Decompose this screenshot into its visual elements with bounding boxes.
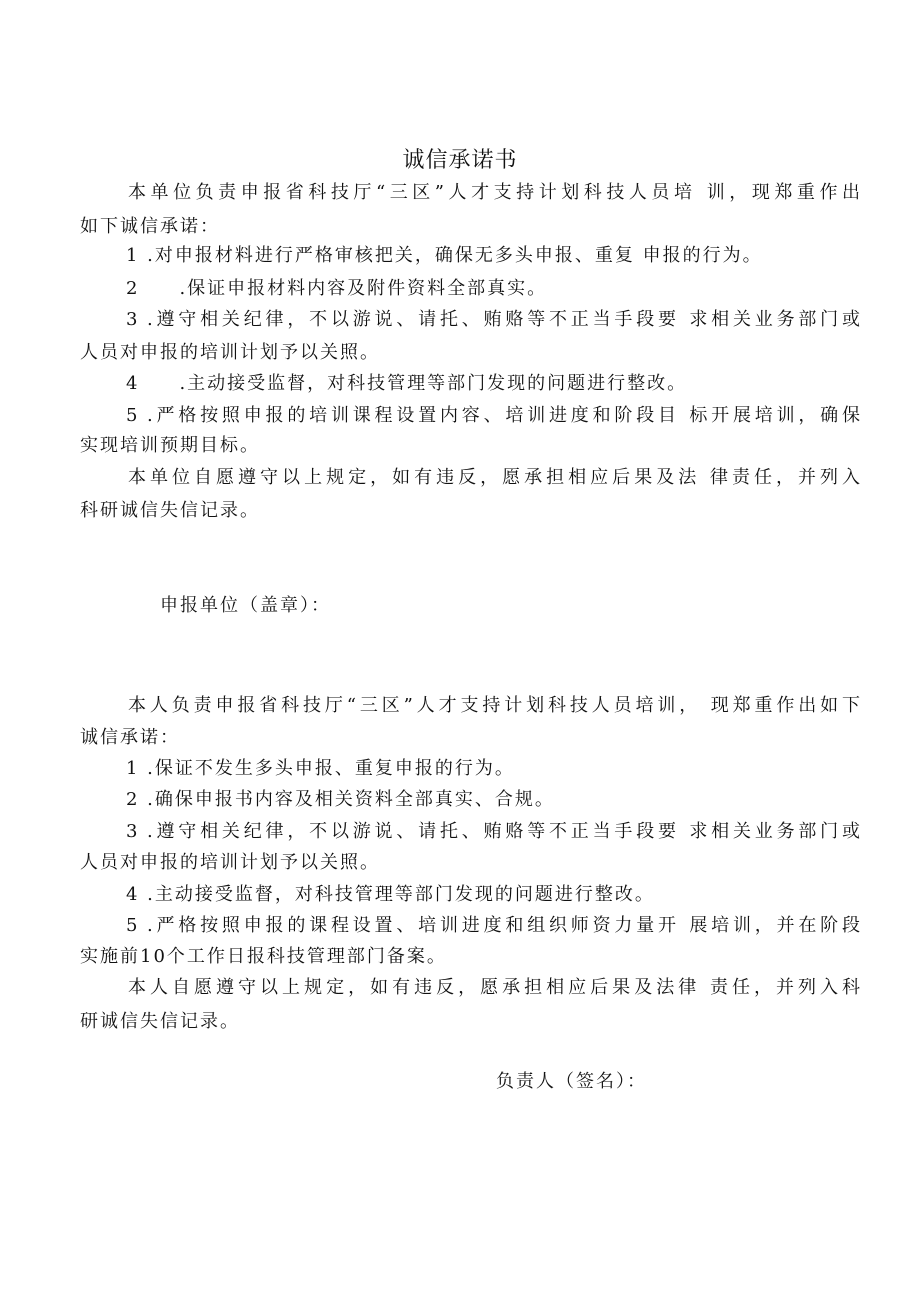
- unit-item-4: 4 .主动接受监督，对科技管理等部门发现的问题进行整改。: [126, 373, 688, 394]
- person-item-2: 2 .确保申报书内容及相关资料全部真实、合规。: [126, 789, 555, 810]
- person-item-3-line-2: 人员对申报的培训计划予以关照。: [80, 852, 380, 873]
- unit-item-1: 1 .对申报材料进行严格审核把关，确保无多头申报、重复 申报的行为。: [126, 245, 763, 266]
- unit-closing-line-2: 科研诚信失信记录。: [80, 500, 260, 521]
- unit-item-5-line-2: 实现培训预期目标。: [80, 435, 260, 456]
- person-item-4: 4 .主动接受监督，对科技管理等部门发现的问题进行整改。: [126, 884, 655, 905]
- person-intro-line-1: 本人负责申报省科技厅“三区”人才支持计划科技人员培训， 现郑重作出如下: [128, 695, 860, 716]
- person-item-5-line-2: 实施前10个工作日报科技管理部门备案。: [80, 946, 447, 967]
- person-item-3-line-1: 3 .遵守相关纪律，不以游说、请托、贿赂等不正当手段要 求相关业务部门或: [126, 821, 860, 842]
- unit-item-3-line-2: 人员对申报的培训计划予以关照。: [80, 342, 380, 363]
- unit-item-2: 2 .保证申报材料内容及附件资料全部真实。: [126, 278, 548, 299]
- unit-intro-line-1: 本单位负责申报省科技厅“三区”人才支持计划科技人员培 训，现郑重作出: [128, 182, 860, 203]
- unit-closing-line-1: 本单位自愿遵守以上规定，如有违反，愿承担相应后果及法 律责任，并列入: [128, 467, 860, 488]
- person-signature-label: 负责人（签名）：: [496, 1071, 647, 1092]
- page-title: 诚信承诺书: [402, 148, 518, 173]
- person-closing-line-1: 本人自愿遵守以上规定，如有违反，愿承担相应后果及法律 责任，并列入科: [128, 977, 860, 998]
- person-intro-line-2: 诚信承诺：: [80, 727, 180, 748]
- unit-intro-line-2: 如下诚信承诺：: [80, 216, 220, 237]
- unit-item-5-line-1: 5 .严格按照申报的培训课程设置内容、培训进度和阶段目 标开展培训，确保: [126, 405, 860, 426]
- person-item-5-line-1: 5 .严格按照申报的课程设置、培训进度和组织师资力量开 展培训，并在阶段: [126, 915, 860, 936]
- person-item-1: 1 .保证不发生多头申报、重复申报的行为。: [126, 758, 515, 779]
- unit-signature-label: 申报单位（盖章）：: [160, 595, 331, 616]
- unit-item-3-line-1: 3 .遵守相关纪律，不以游说、请托、贿赂等不正当手段要 求相关业务部门或: [126, 309, 860, 330]
- person-closing-line-2: 研诚信失信记录。: [80, 1011, 240, 1032]
